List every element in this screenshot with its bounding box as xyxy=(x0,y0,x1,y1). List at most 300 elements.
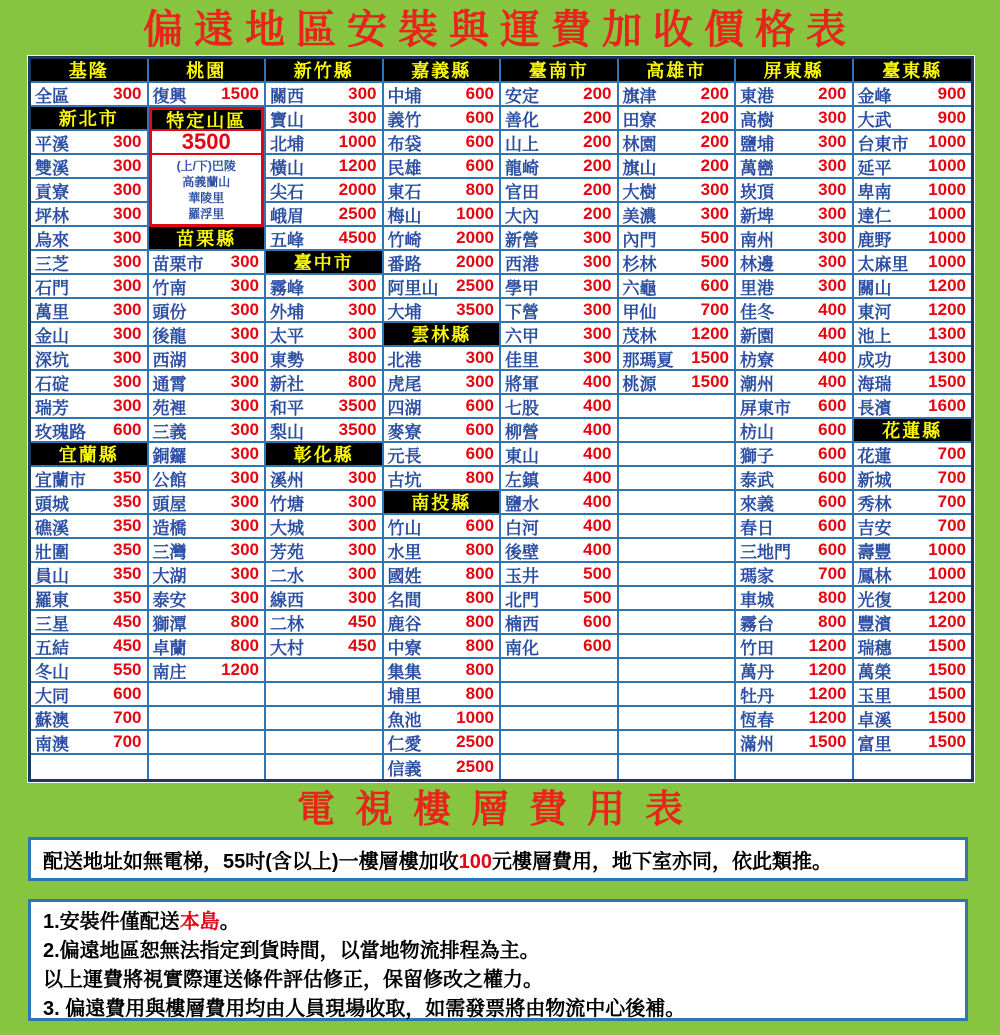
table-column xyxy=(854,59,972,779)
area-row xyxy=(854,587,972,611)
area-price: 800 xyxy=(465,588,494,607)
note-highlight: 本島 xyxy=(179,911,220,933)
area-row xyxy=(854,227,972,251)
area-row xyxy=(501,203,617,227)
area-name: 後壁 xyxy=(505,542,539,562)
area-name: 鹽埔 xyxy=(740,134,774,154)
area-price: 300 xyxy=(230,420,259,439)
area-row xyxy=(736,203,852,227)
area-price: 300 xyxy=(230,468,259,487)
area-name: 六甲 xyxy=(505,326,539,346)
area-price: 700 xyxy=(113,708,142,727)
area-row xyxy=(854,539,972,563)
area-price: 500 xyxy=(583,564,612,583)
area-price: 700 xyxy=(937,468,966,487)
general-notes-box xyxy=(28,899,968,1021)
area-row xyxy=(31,659,147,683)
area-row xyxy=(619,155,735,179)
area-name: 豐濱 xyxy=(857,614,892,634)
area-price: 300 xyxy=(348,276,377,295)
area-name: 竹崎 xyxy=(387,230,422,250)
area-name: 林園 xyxy=(622,134,657,154)
area-row xyxy=(384,203,500,227)
area-price: 1000 xyxy=(338,132,377,151)
area-row xyxy=(854,371,972,395)
area-price: 2000 xyxy=(338,180,377,199)
area-name: 礁溪 xyxy=(35,518,69,538)
empty-cell xyxy=(501,731,617,755)
area-row xyxy=(736,251,852,275)
area-name: 枋寮 xyxy=(740,350,774,370)
area-price: 300 xyxy=(113,324,142,343)
empty-cell xyxy=(149,731,265,755)
empty-cell xyxy=(619,731,735,755)
area-price: 1000 xyxy=(928,156,966,175)
area-price: 400 xyxy=(583,540,612,559)
area-row xyxy=(149,83,265,107)
area-row xyxy=(384,347,500,371)
area-price: 400 xyxy=(818,372,847,391)
area-price: 3500 xyxy=(456,300,494,319)
area-row xyxy=(736,491,852,515)
area-name: 國姓 xyxy=(387,566,422,586)
area-price: 550 xyxy=(113,660,142,679)
area-price: 1200 xyxy=(691,324,729,343)
area-price: 1500 xyxy=(928,660,966,679)
area-price: 300 xyxy=(583,276,612,295)
area-name: 將軍 xyxy=(505,374,539,394)
region-header: 臺東縣 xyxy=(854,59,972,83)
note-text: 以上運費將視實際運送條件評估修正，保留修改之權力。 xyxy=(43,969,543,991)
area-row xyxy=(31,323,147,347)
area-row xyxy=(736,395,852,419)
area-row xyxy=(266,107,382,131)
area-row xyxy=(149,347,265,371)
page-title: 偏遠地區安裝與運費加收價格表 xyxy=(143,8,857,52)
note-line xyxy=(43,995,953,1024)
area-price: 300 xyxy=(348,300,377,319)
area-name: 員山 xyxy=(35,566,69,586)
area-name: 大武 xyxy=(857,110,892,130)
area-price: 600 xyxy=(700,276,729,295)
area-name: 鹿野 xyxy=(857,230,892,250)
area-price: 500 xyxy=(583,588,612,607)
area-price: 700 xyxy=(937,516,966,535)
area-name: 五峰 xyxy=(270,230,304,250)
area-price: 350 xyxy=(113,492,142,511)
area-row xyxy=(149,491,265,515)
area-name: 魚池 xyxy=(387,710,422,730)
area-name: 南化 xyxy=(505,638,539,658)
area-name: 台東市 xyxy=(857,134,909,154)
floor-fee-note-text xyxy=(43,845,832,874)
area-row xyxy=(384,443,500,467)
area-row xyxy=(736,347,852,371)
area-row xyxy=(854,83,972,107)
area-name: 下營 xyxy=(505,302,539,322)
area-name: 東山 xyxy=(505,446,539,466)
area-name: 旗山 xyxy=(622,158,657,178)
area-price: 800 xyxy=(348,372,377,391)
area-name: 吉安 xyxy=(857,518,892,538)
area-row xyxy=(501,107,617,131)
empty-cell xyxy=(736,755,852,779)
area-row xyxy=(384,515,500,539)
area-name: 新埤 xyxy=(740,206,774,226)
area-name: 龍崎 xyxy=(505,158,539,178)
area-price: 300 xyxy=(230,588,259,607)
region-header: 苗栗縣 xyxy=(149,227,265,251)
area-price: 450 xyxy=(348,612,377,631)
area-row xyxy=(384,155,500,179)
area-price: 300 xyxy=(113,252,142,271)
area-row xyxy=(854,323,972,347)
area-name: 學甲 xyxy=(505,278,539,298)
area-name: 後龍 xyxy=(152,326,187,346)
table-column xyxy=(266,59,384,779)
area-row xyxy=(501,227,617,251)
area-name: 三灣 xyxy=(152,542,187,562)
area-name: 竹山 xyxy=(387,518,422,538)
area-price: 800 xyxy=(230,612,259,631)
region-header: 高雄市 xyxy=(619,59,735,83)
area-name: 貢寮 xyxy=(35,182,69,202)
area-price: 300 xyxy=(113,132,142,151)
area-row xyxy=(31,467,147,491)
area-name: 大同 xyxy=(35,686,69,706)
area-name: 西湖 xyxy=(152,350,187,370)
area-name: 阿里山 xyxy=(387,278,439,298)
area-price: 300 xyxy=(818,132,847,151)
area-name: 旗津 xyxy=(622,86,657,106)
area-name: 瑞穗 xyxy=(857,638,892,658)
area-price: 1200 xyxy=(221,660,259,679)
area-name: 楠西 xyxy=(505,614,539,634)
area-row xyxy=(501,323,617,347)
area-name: 南庄 xyxy=(152,662,187,682)
area-name: 杉林 xyxy=(622,254,657,274)
area-name: 烏來 xyxy=(35,230,69,250)
area-price: 300 xyxy=(230,396,259,415)
area-name: 卓蘭 xyxy=(152,638,187,658)
area-row xyxy=(619,347,735,371)
area-row xyxy=(149,371,265,395)
floor-note-highlight: 100 xyxy=(458,850,492,873)
empty-cell xyxy=(501,755,617,779)
empty-cell xyxy=(266,659,382,683)
area-price: 300 xyxy=(113,300,142,319)
area-price: 300 xyxy=(348,516,377,535)
area-price: 300 xyxy=(113,396,142,415)
area-row xyxy=(266,371,382,395)
area-name: 西港 xyxy=(505,254,539,274)
area-row xyxy=(501,347,617,371)
area-row xyxy=(619,371,735,395)
area-row xyxy=(31,587,147,611)
area-price: 800 xyxy=(465,636,494,655)
area-price: 600 xyxy=(465,108,494,127)
area-row xyxy=(266,131,382,155)
area-row xyxy=(31,707,147,731)
area-name: 獅子 xyxy=(740,446,774,466)
floor-note-suffix: 元樓層費用，地下室亦同，依此類推。 xyxy=(491,850,832,873)
area-name: 壯圍 xyxy=(35,542,69,562)
area-row xyxy=(736,635,852,659)
empty-cell xyxy=(266,683,382,707)
area-name: 麥寮 xyxy=(387,422,422,442)
area-name: 金峰 xyxy=(857,86,892,106)
empty-cell xyxy=(619,419,735,443)
area-row xyxy=(736,563,852,587)
area-row xyxy=(31,251,147,275)
table-column xyxy=(149,59,267,779)
area-row xyxy=(266,227,382,251)
area-price: 200 xyxy=(583,156,612,175)
area-price: 300 xyxy=(113,180,142,199)
area-name: 元長 xyxy=(387,446,422,466)
area-price: 200 xyxy=(818,84,847,103)
area-row xyxy=(384,419,500,443)
area-name: 萬榮 xyxy=(857,662,892,682)
region-header: 桃園 xyxy=(149,59,265,83)
area-row xyxy=(736,539,852,563)
area-row xyxy=(501,587,617,611)
area-name: 屏東市 xyxy=(740,398,791,418)
area-row xyxy=(266,275,382,299)
area-row xyxy=(736,443,852,467)
area-row xyxy=(736,731,852,755)
area-price: 800 xyxy=(465,660,494,679)
special-area-line: 高義蘭山 xyxy=(182,174,231,189)
area-name: 四湖 xyxy=(387,398,422,418)
area-name: 復興 xyxy=(152,86,187,106)
area-name: 關山 xyxy=(857,278,892,298)
area-row xyxy=(854,659,972,683)
area-name: 溪州 xyxy=(270,470,304,490)
area-name: 北門 xyxy=(505,590,539,610)
area-name: 關西 xyxy=(270,86,304,106)
area-row xyxy=(266,347,382,371)
area-price: 350 xyxy=(113,540,142,559)
area-name: 頭屋 xyxy=(152,494,187,514)
area-name: 大村 xyxy=(270,638,304,658)
area-name: 尖石 xyxy=(270,182,304,202)
area-name: 富里 xyxy=(857,734,892,754)
area-price: 600 xyxy=(583,612,612,631)
area-name: 佳里 xyxy=(505,350,539,370)
area-name: 壽豐 xyxy=(857,542,892,562)
area-name: 延平 xyxy=(857,158,892,178)
area-name: 石碇 xyxy=(35,374,69,394)
area-row xyxy=(501,299,617,323)
area-price: 1300 xyxy=(928,348,966,367)
area-row xyxy=(501,395,617,419)
area-row xyxy=(854,515,972,539)
area-price: 1500 xyxy=(928,636,966,655)
area-name: 六龜 xyxy=(622,278,657,298)
area-price: 200 xyxy=(583,180,612,199)
area-row xyxy=(854,707,972,731)
area-row xyxy=(384,371,500,395)
area-name: 南州 xyxy=(740,230,774,250)
area-name: 全區 xyxy=(35,86,69,106)
area-row xyxy=(384,563,500,587)
area-name: 新社 xyxy=(270,374,304,394)
area-price: 2500 xyxy=(338,204,377,223)
area-price: 300 xyxy=(348,108,377,127)
area-price: 300 xyxy=(230,372,259,391)
area-name: 梨山 xyxy=(270,422,304,442)
area-row xyxy=(854,131,972,155)
area-price: 200 xyxy=(700,132,729,151)
area-row xyxy=(266,539,382,563)
area-price: 1500 xyxy=(928,372,966,391)
area-name: 大埔 xyxy=(387,302,422,322)
area-price: 1200 xyxy=(808,660,847,679)
empty-cell xyxy=(619,587,735,611)
area-name: 七股 xyxy=(505,398,539,418)
area-row xyxy=(266,155,382,179)
area-price: 2500 xyxy=(456,757,494,776)
empty-cell xyxy=(149,707,265,731)
area-name: 宜蘭市 xyxy=(35,470,86,490)
area-price: 400 xyxy=(818,348,847,367)
area-row xyxy=(501,443,617,467)
area-row xyxy=(31,611,147,635)
area-price: 300 xyxy=(818,108,847,127)
area-price: 350 xyxy=(113,468,142,487)
area-row xyxy=(31,203,147,227)
area-name: 達仁 xyxy=(857,206,892,226)
region-header: 新北市 xyxy=(31,107,147,131)
area-row xyxy=(384,179,500,203)
area-row xyxy=(149,635,265,659)
area-name: 中埔 xyxy=(387,86,422,106)
area-price: 900 xyxy=(937,84,966,103)
area-row xyxy=(384,251,500,275)
area-price: 800 xyxy=(465,564,494,583)
area-price: 800 xyxy=(465,540,494,559)
area-row xyxy=(384,731,500,755)
area-name: 仁愛 xyxy=(387,734,422,754)
area-row xyxy=(736,323,852,347)
area-price: 1000 xyxy=(928,204,966,223)
area-row xyxy=(31,395,147,419)
area-row xyxy=(384,611,500,635)
table-column xyxy=(31,59,149,779)
area-row xyxy=(501,155,617,179)
note-line xyxy=(43,908,953,937)
area-name: 田寮 xyxy=(622,110,657,130)
area-row xyxy=(149,587,265,611)
area-row xyxy=(31,491,147,515)
area-name: 苑裡 xyxy=(152,398,187,418)
area-price: 4500 xyxy=(338,228,377,247)
area-price: 600 xyxy=(818,540,847,559)
area-row xyxy=(854,275,972,299)
area-price: 350 xyxy=(113,516,142,535)
area-name: 羅東 xyxy=(35,590,69,610)
area-price: 700 xyxy=(937,492,966,511)
area-price: 300 xyxy=(818,156,847,175)
empty-cell xyxy=(501,683,617,707)
table-column xyxy=(619,59,737,779)
area-name: 玉里 xyxy=(857,686,892,706)
area-row xyxy=(31,635,147,659)
area-name: 金山 xyxy=(35,326,69,346)
empty-cell xyxy=(619,659,735,683)
area-row xyxy=(266,515,382,539)
empty-cell xyxy=(266,755,382,779)
area-price: 600 xyxy=(818,492,847,511)
area-row xyxy=(854,731,972,755)
area-price: 300 xyxy=(230,300,259,319)
area-price: 1000 xyxy=(928,564,966,583)
area-price: 300 xyxy=(113,204,142,223)
area-price: 300 xyxy=(583,252,612,271)
area-price: 300 xyxy=(230,492,259,511)
area-row xyxy=(149,515,265,539)
area-name: 番路 xyxy=(387,254,422,274)
area-row xyxy=(31,347,147,371)
area-row xyxy=(31,131,147,155)
area-price: 300 xyxy=(348,492,377,511)
area-name: 橫山 xyxy=(270,158,304,178)
area-price: 1000 xyxy=(928,132,966,151)
area-row xyxy=(736,107,852,131)
area-name: 通霄 xyxy=(152,374,187,394)
area-price: 300 xyxy=(818,180,847,199)
region-header: 南投縣 xyxy=(384,491,500,515)
region-header: 宜蘭縣 xyxy=(31,443,147,467)
area-name: 造橋 xyxy=(152,518,187,538)
area-name: 新園 xyxy=(740,326,774,346)
area-row xyxy=(619,227,735,251)
area-name: 外埔 xyxy=(270,302,304,322)
area-row xyxy=(854,395,972,419)
area-price: 300 xyxy=(465,348,494,367)
area-name: 二水 xyxy=(270,566,304,586)
area-price: 300 xyxy=(230,540,259,559)
special-area-line: 華陵里 xyxy=(188,190,225,205)
area-price: 300 xyxy=(230,564,259,583)
empty-cell xyxy=(266,707,382,731)
area-row xyxy=(501,491,617,515)
area-price: 600 xyxy=(113,684,142,703)
note-text: 2.偏遠地區恕無法指定到貨時間，以當地物流排程為主。 xyxy=(43,940,540,962)
area-name: 中寮 xyxy=(387,638,422,658)
empty-cell xyxy=(266,731,382,755)
empty-cell xyxy=(619,539,735,563)
area-row xyxy=(31,299,147,323)
area-row xyxy=(854,563,972,587)
area-price: 600 xyxy=(818,444,847,463)
area-price: 700 xyxy=(700,300,729,319)
empty-cell xyxy=(619,491,735,515)
area-price: 200 xyxy=(700,156,729,175)
area-price: 3500 xyxy=(338,420,377,439)
area-name: 白河 xyxy=(505,518,539,538)
area-price: 1200 xyxy=(928,612,966,631)
area-row xyxy=(619,275,735,299)
area-row xyxy=(736,155,852,179)
area-name: 二林 xyxy=(270,614,304,634)
area-price: 300 xyxy=(818,204,847,223)
area-row xyxy=(384,227,500,251)
area-price: 400 xyxy=(583,516,612,535)
area-name: 信義 xyxy=(387,759,422,779)
empty-cell xyxy=(854,755,972,779)
